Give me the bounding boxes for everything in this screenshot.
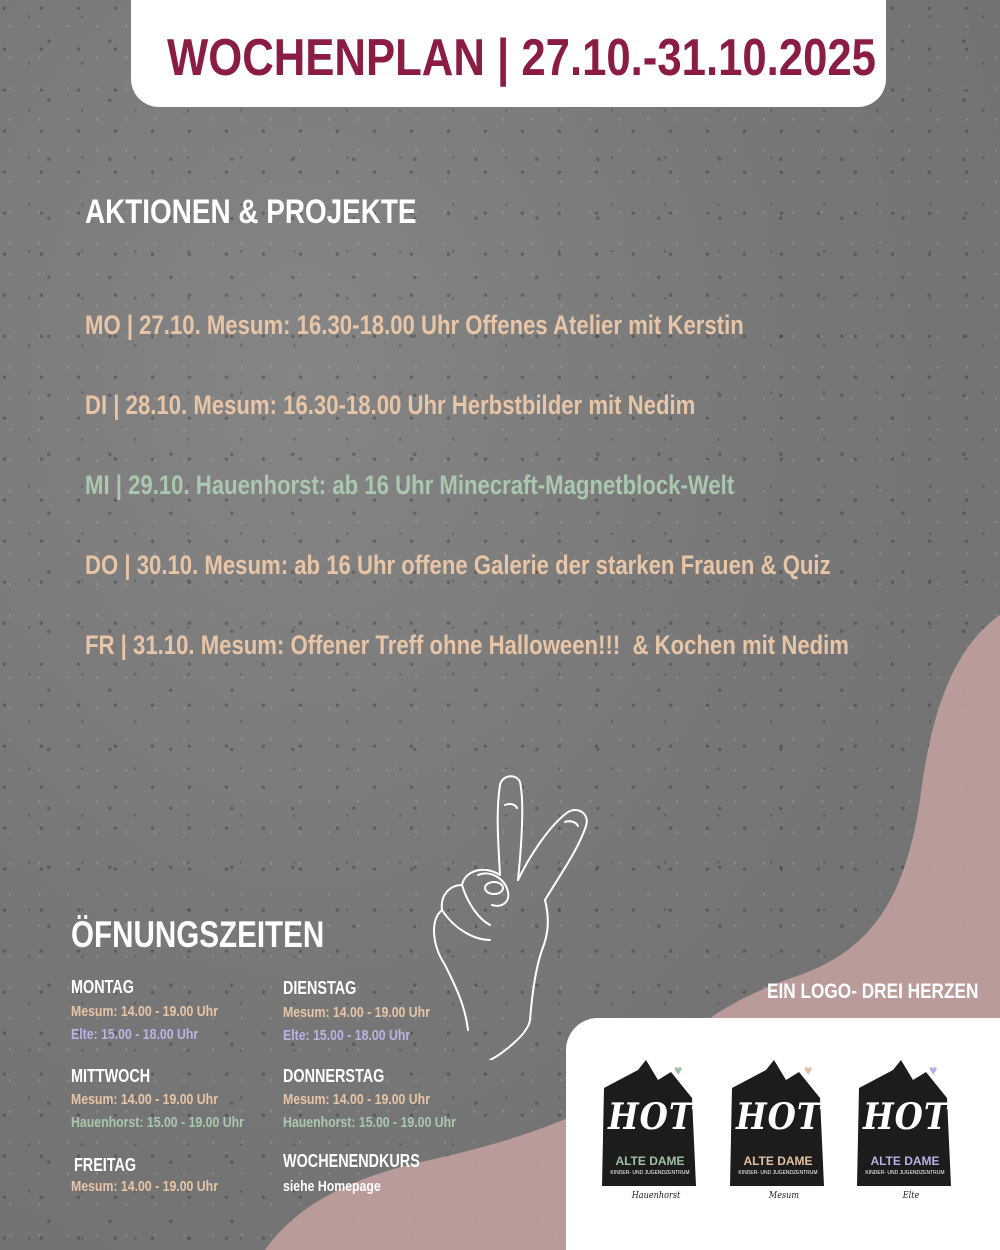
- logo-hot-text: HOT: [608, 1096, 694, 1138]
- hours-thursday-hauenhorst: Hauenhorst: 15.00 - 19.00 Uhr: [283, 1114, 456, 1131]
- hours-friday-mesum: Mesum: 14.00 - 19.00 Uhr: [71, 1178, 218, 1195]
- event-monday: MO | 27.10. Mesum: 16.30-18.00 Uhr Offenes Atelier mit Kerstin: [85, 310, 744, 340]
- hours-monday-mesum: Mesum: 14.00 - 19.00 Uhr: [71, 1003, 218, 1020]
- heart-glyph: ♥: [929, 1062, 938, 1078]
- heart-icon: [804, 1062, 812, 1078]
- logo-hot-text: HOT: [863, 1096, 949, 1138]
- hours-tuesday-mesum: Mesum: 14.00 - 19.00 Uhr: [283, 1004, 430, 1021]
- event-tuesday: DI | 28.10. Mesum: 16.30-18.00 Uhr Herbstbilder mit Nedim: [85, 390, 696, 420]
- hours-thursday-mesum: Mesum: 14.00 - 19.00 Uhr: [283, 1091, 430, 1108]
- heart-glyph: ♥: [674, 1062, 683, 1078]
- day-monday: MONTAG: [71, 977, 134, 997]
- logo-caption: EIN LOGO- DREI HERZEN: [767, 980, 979, 1003]
- peace-hand-icon: [420, 770, 600, 1060]
- opening-hours-title: ÖFNUNGSZEITEN: [71, 914, 325, 955]
- logo-name: ALTE DAME: [615, 1154, 685, 1168]
- day-tuesday: DIENSTAG: [283, 978, 357, 998]
- actions-title: AKTIONEN & PROJEKTE: [85, 193, 417, 231]
- logo-subtitle: KINDER- UND JUGENDZENTRUM: [738, 1170, 818, 1176]
- logo-place: Hauenhorst: [631, 1191, 681, 1201]
- page-title: WOCHENPLAN | 27.10.-31.10.2025: [167, 29, 876, 87]
- event-friday: FR | 31.10. Mesum: Offener Treff ohne Halloween!!! & Kochen mit Nedim: [85, 630, 849, 660]
- logo-name: ALTE DAME: [743, 1154, 813, 1168]
- logo-place: Mesum: [768, 1191, 800, 1201]
- logo-subtitle: KINDER- UND JUGENDZENTRUM: [610, 1170, 690, 1176]
- heart-icon: [929, 1062, 937, 1078]
- hours-wednesday-mesum: Mesum: 14.00 - 19.00 Uhr: [71, 1091, 218, 1108]
- logo-name: ALTE DAME: [870, 1154, 940, 1168]
- logo-subtitle: KINDER- UND JUGENDZENTRUM: [865, 1170, 945, 1176]
- logo-place: Elte: [902, 1191, 920, 1201]
- heart-icon: [674, 1062, 682, 1078]
- day-weekend-course: WOCHENENDKURS: [283, 1151, 420, 1171]
- day-friday: FREITAG: [74, 1155, 137, 1175]
- day-wednesday: MITTWOCH: [71, 1066, 151, 1086]
- hours-wednesday-hauenhorst: Hauenhorst: 15.00 - 19.00 Uhr: [71, 1114, 244, 1131]
- hours-tuesday-elte: Elte: 15.00 - 18.00 Uhr: [283, 1027, 411, 1044]
- event-wednesday: MI | 29.10. Hauenhorst: ab 16 Uhr Minecraft-Magnetblock-Welt: [85, 470, 735, 500]
- heart-glyph: ♥: [804, 1062, 813, 1078]
- logo-mesum: [724, 1058, 834, 1208]
- day-thursday: DONNERSTAG: [283, 1066, 385, 1086]
- logo-hot-text: HOT: [736, 1096, 822, 1138]
- weekend-course-note: siehe Homepage: [283, 1178, 381, 1195]
- hours-monday-elte: Elte: 15.00 - 18.00 Uhr: [71, 1026, 199, 1043]
- title-banner: [131, 0, 886, 107]
- logo-elte: [851, 1058, 961, 1208]
- event-thursday: DO | 30.10. Mesum: ab 16 Uhr offene Galerie der starken Frauen & Quiz: [85, 550, 831, 580]
- logo-hauenhorst: [596, 1058, 706, 1208]
